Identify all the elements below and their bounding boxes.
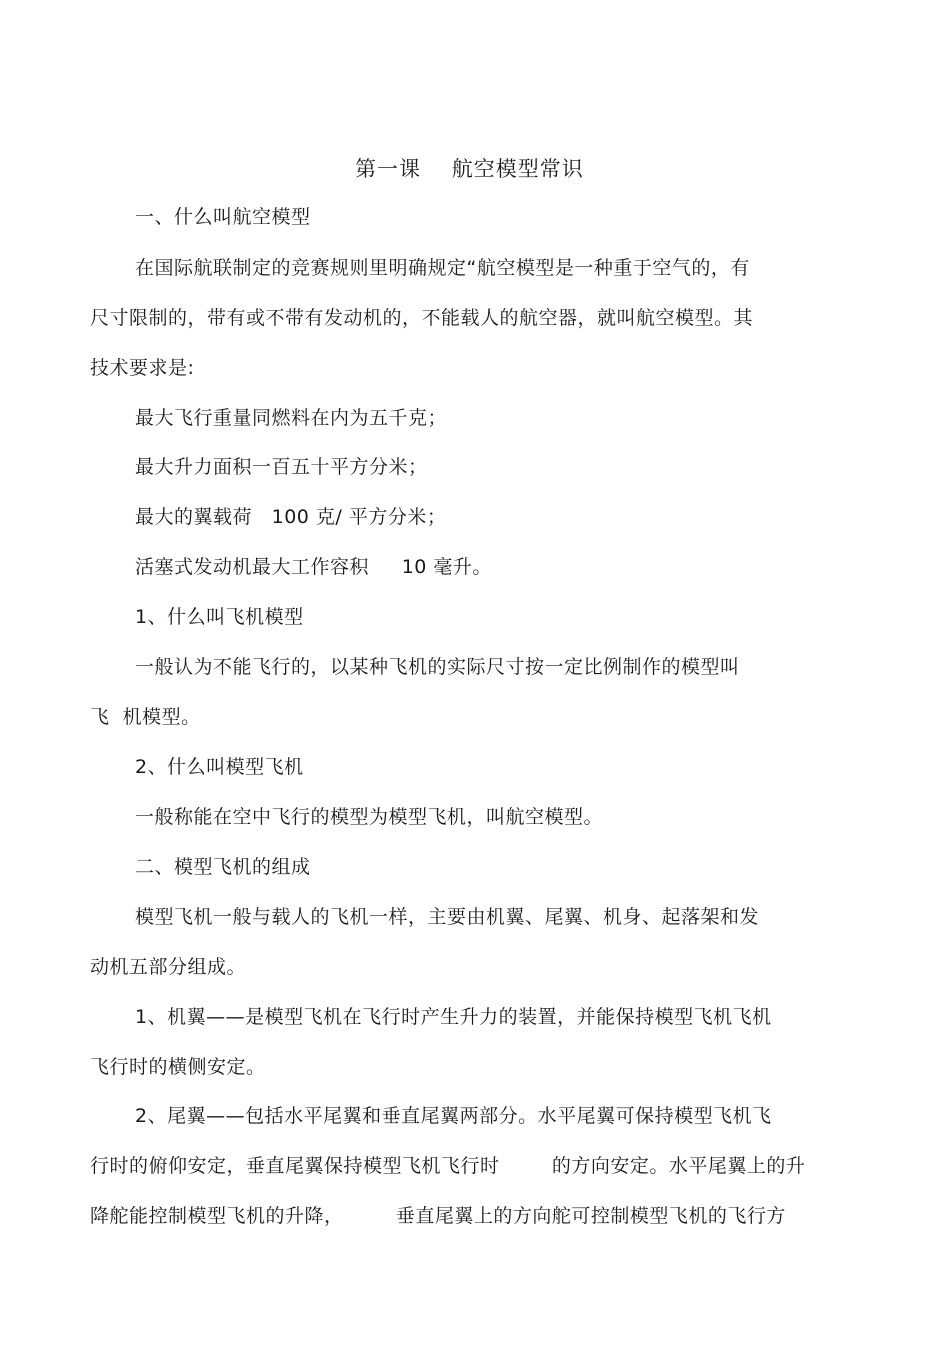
section-heading: 二、模型飞机的组成 (135, 856, 311, 878)
paragraph-line: 在国际航联制定的竞赛规则里明确规定“航空模型是一种重于空气的，有 (135, 257, 750, 279)
paragraph-line: 动机五部分组成。 (90, 956, 247, 978)
list-item: 最大升力面积一百五十平方分米； (135, 456, 428, 478)
paragraph-line: 行时的俯仰安定，垂直尾翼保持模型飞机飞行时 的方向安定。水平尾翼上的升 (90, 1155, 806, 1177)
list-item: 最大的翼载荷 100 克/ 平方分米； (135, 506, 447, 528)
paragraph-line: 1、机翼——是模型飞机在飞行时产生升力的装置，并能保持模型飞机飞机 (135, 1006, 772, 1028)
subsection-heading: 2、什么叫模型飞机 (135, 756, 304, 778)
paragraph-line: 一般认为不能飞行的，以某种飞机的实际尺寸按一定比例制作的模型叫 (135, 656, 740, 678)
paragraph-line: 尺寸限制的，带有或不带有发动机的，不能载人的航空器，就叫航空模型。其 (90, 307, 754, 329)
paragraph-line: 技术要求是: (90, 357, 195, 379)
paragraph-line: 飞行时的横侧安定。 (90, 1056, 266, 1078)
list-item: 活塞式发动机最大工作容积 10 毫升。 (135, 556, 492, 578)
page-title: 第一课 航空模型常识 (355, 157, 584, 181)
section-heading: 一、什么叫航空模型 (135, 206, 311, 228)
paragraph-line: 模型飞机一般与载人的飞机一样，主要由机翼、尾翼、机身、起落架和发 (135, 906, 760, 928)
paragraph-line: 降舵能控制模型飞机的升降， 垂直尾翼上的方向舵可控制模型飞机的飞行方 (90, 1205, 786, 1227)
paragraph-line: 飞 机模型。 (90, 706, 201, 728)
list-item: 最大飞行重量同燃料在内为五千克； (135, 407, 448, 429)
subsection-heading: 1、什么叫飞机模型 (135, 606, 304, 628)
paragraph-line: 2、尾翼——包括水平尾翼和垂直尾翼两部分。水平尾翼可保持模型飞机飞 (135, 1105, 772, 1127)
paragraph-line: 一般称能在空中飞行的模型为模型飞机，叫航空模型。 (135, 806, 604, 828)
